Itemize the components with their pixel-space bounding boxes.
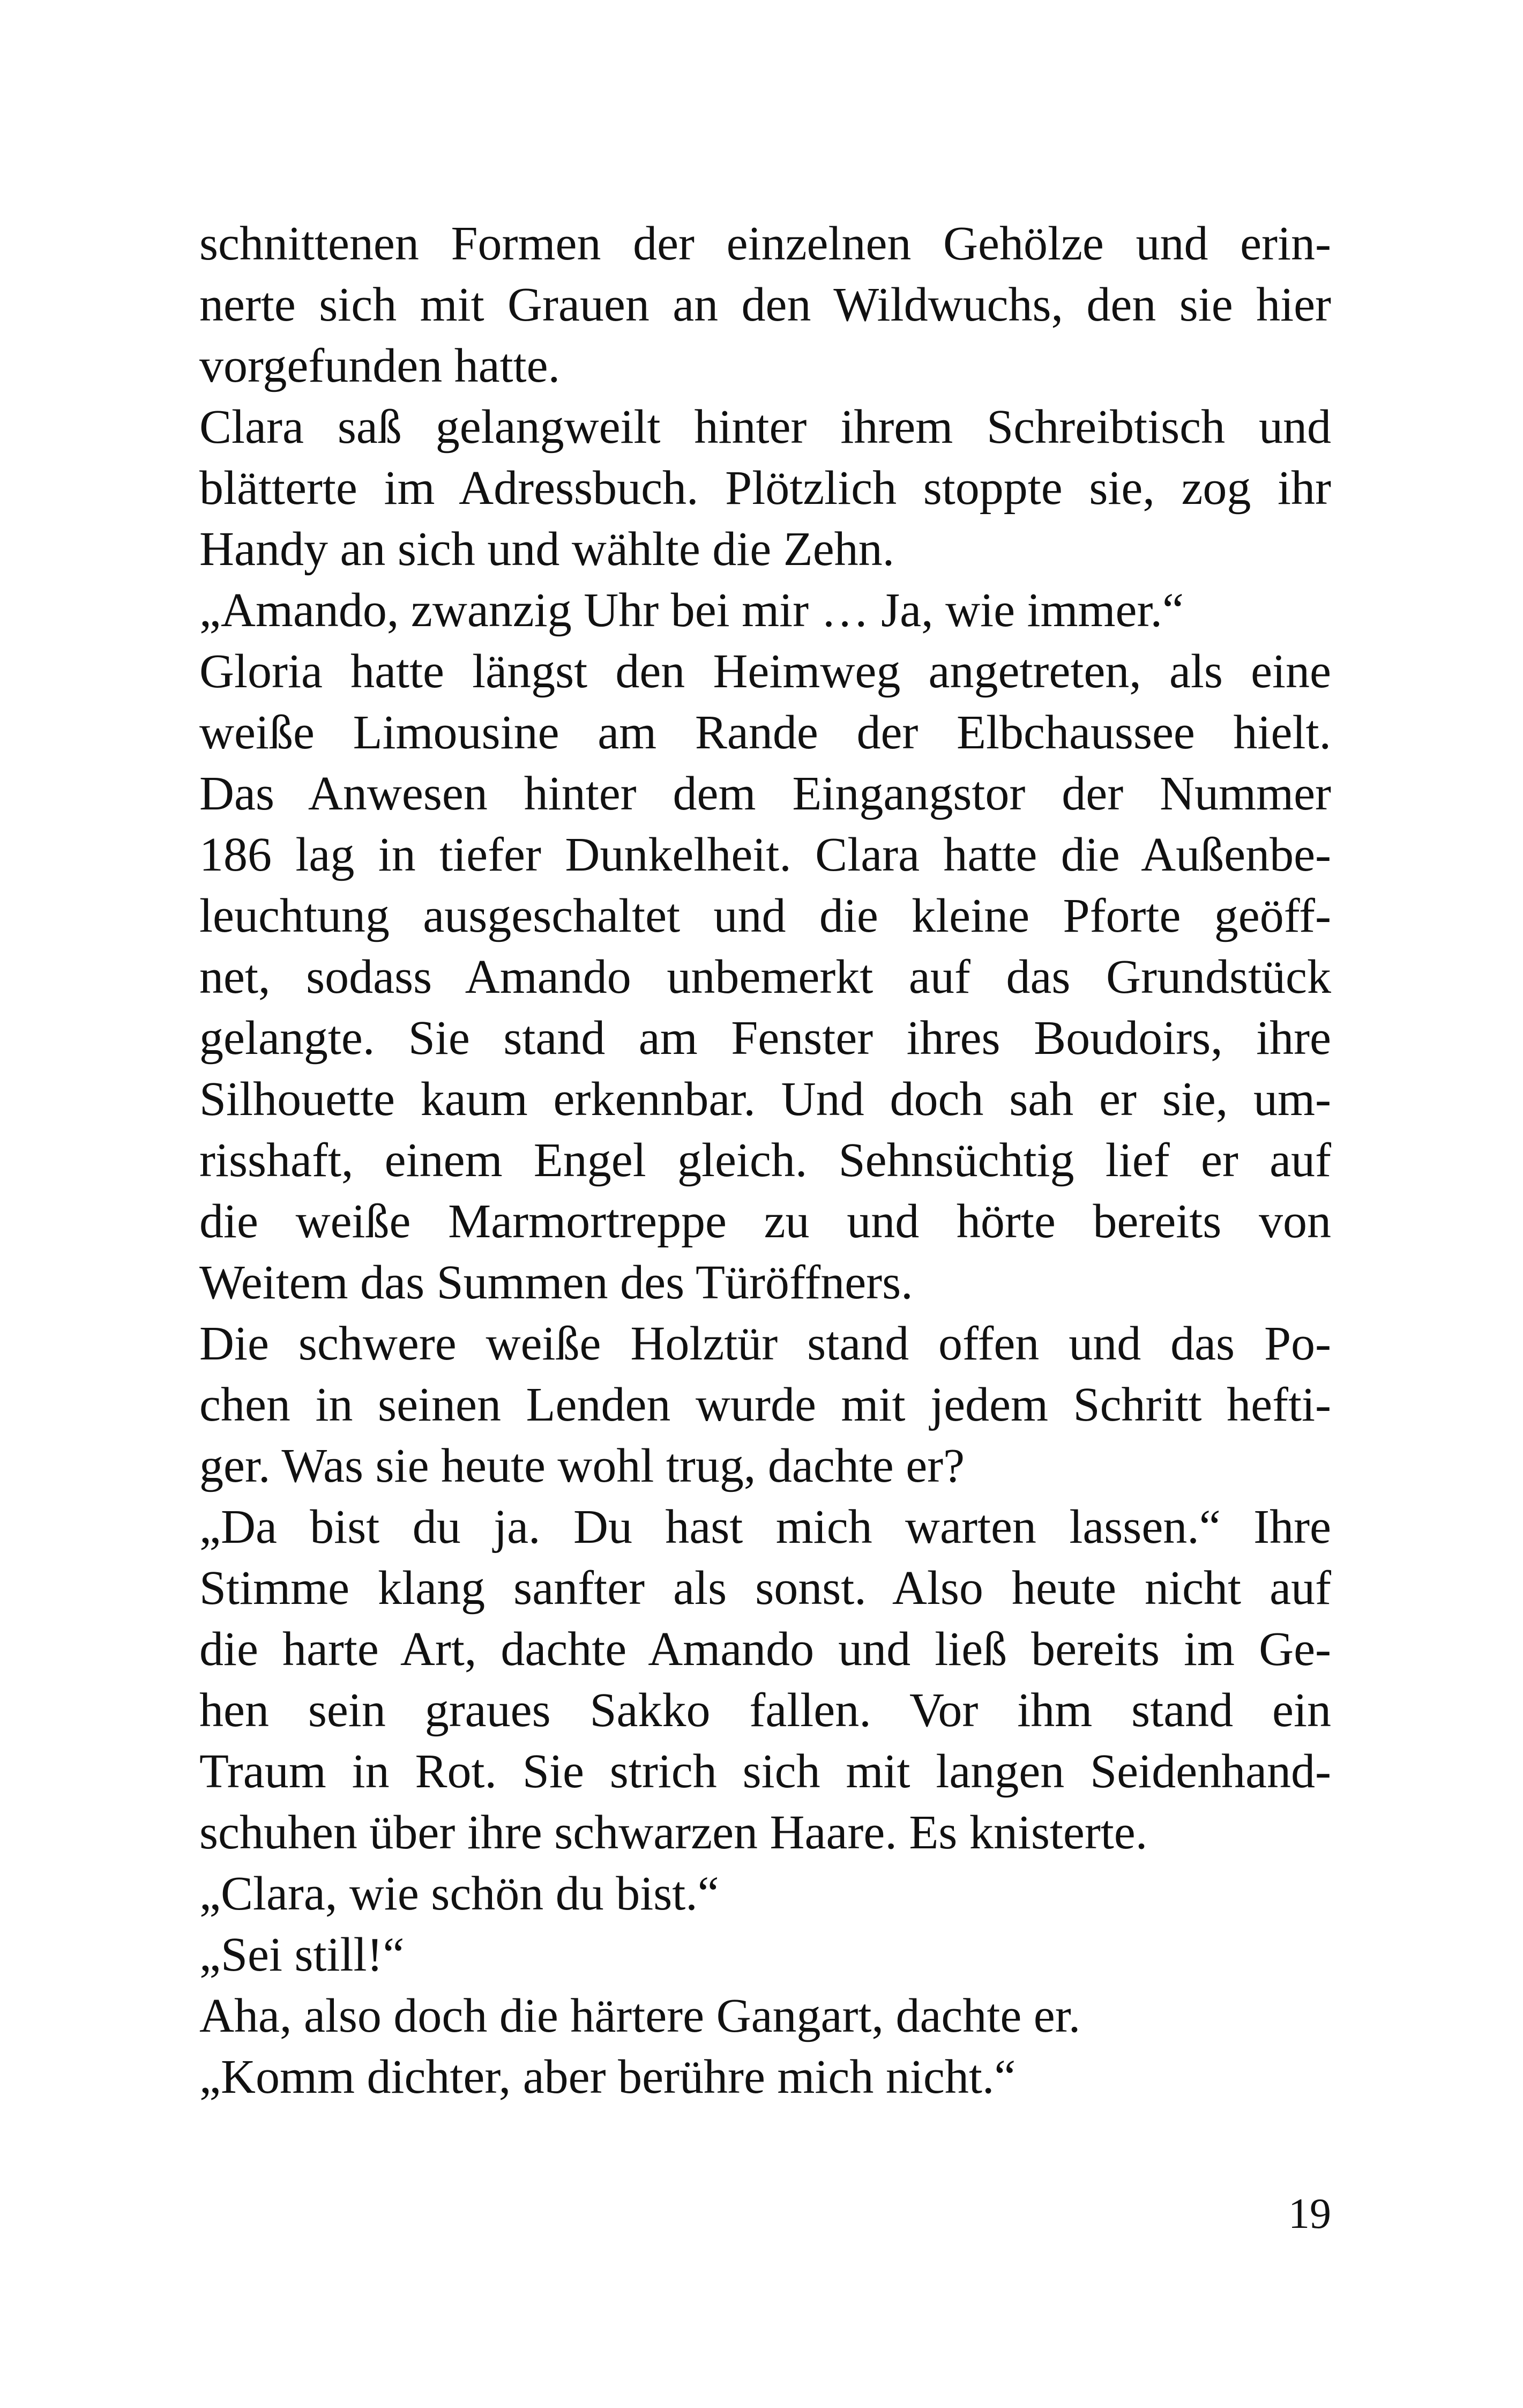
text-line: „Sei still!“ xyxy=(199,1928,405,1981)
text-line: net, sodass Amando unbemerkt auf das Grundstück xyxy=(199,950,1331,1004)
text-line: hen sein graues Sakko fallen. Vor ihm stand ein xyxy=(199,1684,1331,1737)
text-line: Traum in Rot. Sie strich sich mit langen Seidenhand- xyxy=(199,1745,1331,1798)
text-line: vorgefunden hatte. xyxy=(199,339,561,392)
text-line: Stimme klang sanfter als sonst. Also heute nicht auf xyxy=(199,1562,1331,1615)
text-line: Gloria hatte längst den Heimweg angetreten, als eine xyxy=(199,645,1331,698)
text-line: „Komm dichter, aber berühre mich nicht.“ xyxy=(199,2050,1016,2104)
page-number: 19 xyxy=(1288,2190,1331,2238)
text-line: gelangte. Sie stand am Fenster ihres Boudoirs, ihre xyxy=(199,1012,1331,1065)
text-line: „Amando, zwanzig Uhr bei mir … Ja, wie immer.“ xyxy=(199,584,1184,637)
text-line: Das Anwesen hinter dem Eingangstor der Nummer xyxy=(199,767,1331,820)
text-line: Die schwere weiße Holztür stand offen und das Po- xyxy=(199,1317,1331,1370)
text-line: 186 lag in tiefer Dunkelheit. Clara hatte die Außenbe- xyxy=(199,828,1331,881)
text-line: nerte sich mit Grauen an den Wildwuchs, den sie hier xyxy=(199,278,1331,331)
text-line: Weitem das Summen des Türöffners. xyxy=(199,1256,913,1309)
text-line: chen in seinen Lenden wurde mit jedem Schritt hefti- xyxy=(199,1378,1331,1431)
text-line: Silhouette kaum erkennbar. Und doch sah er sie, um- xyxy=(199,1073,1331,1126)
text-line: blätterte im Adressbuch. Plötzlich stoppte sie, zog ihr xyxy=(199,462,1331,515)
text-line: schuhen über ihre schwarzen Haare. Es knisterte. xyxy=(199,1806,1148,1859)
text-line: „Clara, wie schön du bist.“ xyxy=(199,1867,719,1920)
text-line: Clara saß gelangweilt hinter ihrem Schreibtisch und xyxy=(199,400,1331,454)
text-line: „Da bist du ja. Du hast mich warten lassen.“ Ihre xyxy=(199,1500,1331,1554)
text-line: leuchtung ausgeschaltet und die kleine Pforte geöff- xyxy=(199,889,1331,942)
text-line: Aha, also doch die härtere Gangart, dachte er. xyxy=(199,1989,1081,2042)
text-line: risshaft, einem Engel gleich. Sehnsüchtig lief er auf xyxy=(199,1134,1331,1187)
text-line: weiße Limousine am Rande der Elbchaussee hielt. xyxy=(199,706,1331,759)
text-line: ger. Was sie heute wohl trug, dachte er? xyxy=(199,1439,965,1492)
text-line: die weiße Marmortreppe zu und hörte bereits von xyxy=(199,1195,1331,1248)
body-text xyxy=(199,213,1331,2108)
text-line: Handy an sich und wählte die Zehn. xyxy=(199,523,895,576)
text-line: die harte Art, dachte Amando und ließ bereits im Ge- xyxy=(199,1623,1331,1676)
text-line: schnittenen Formen der einzelnen Gehölze und erin- xyxy=(199,217,1331,270)
